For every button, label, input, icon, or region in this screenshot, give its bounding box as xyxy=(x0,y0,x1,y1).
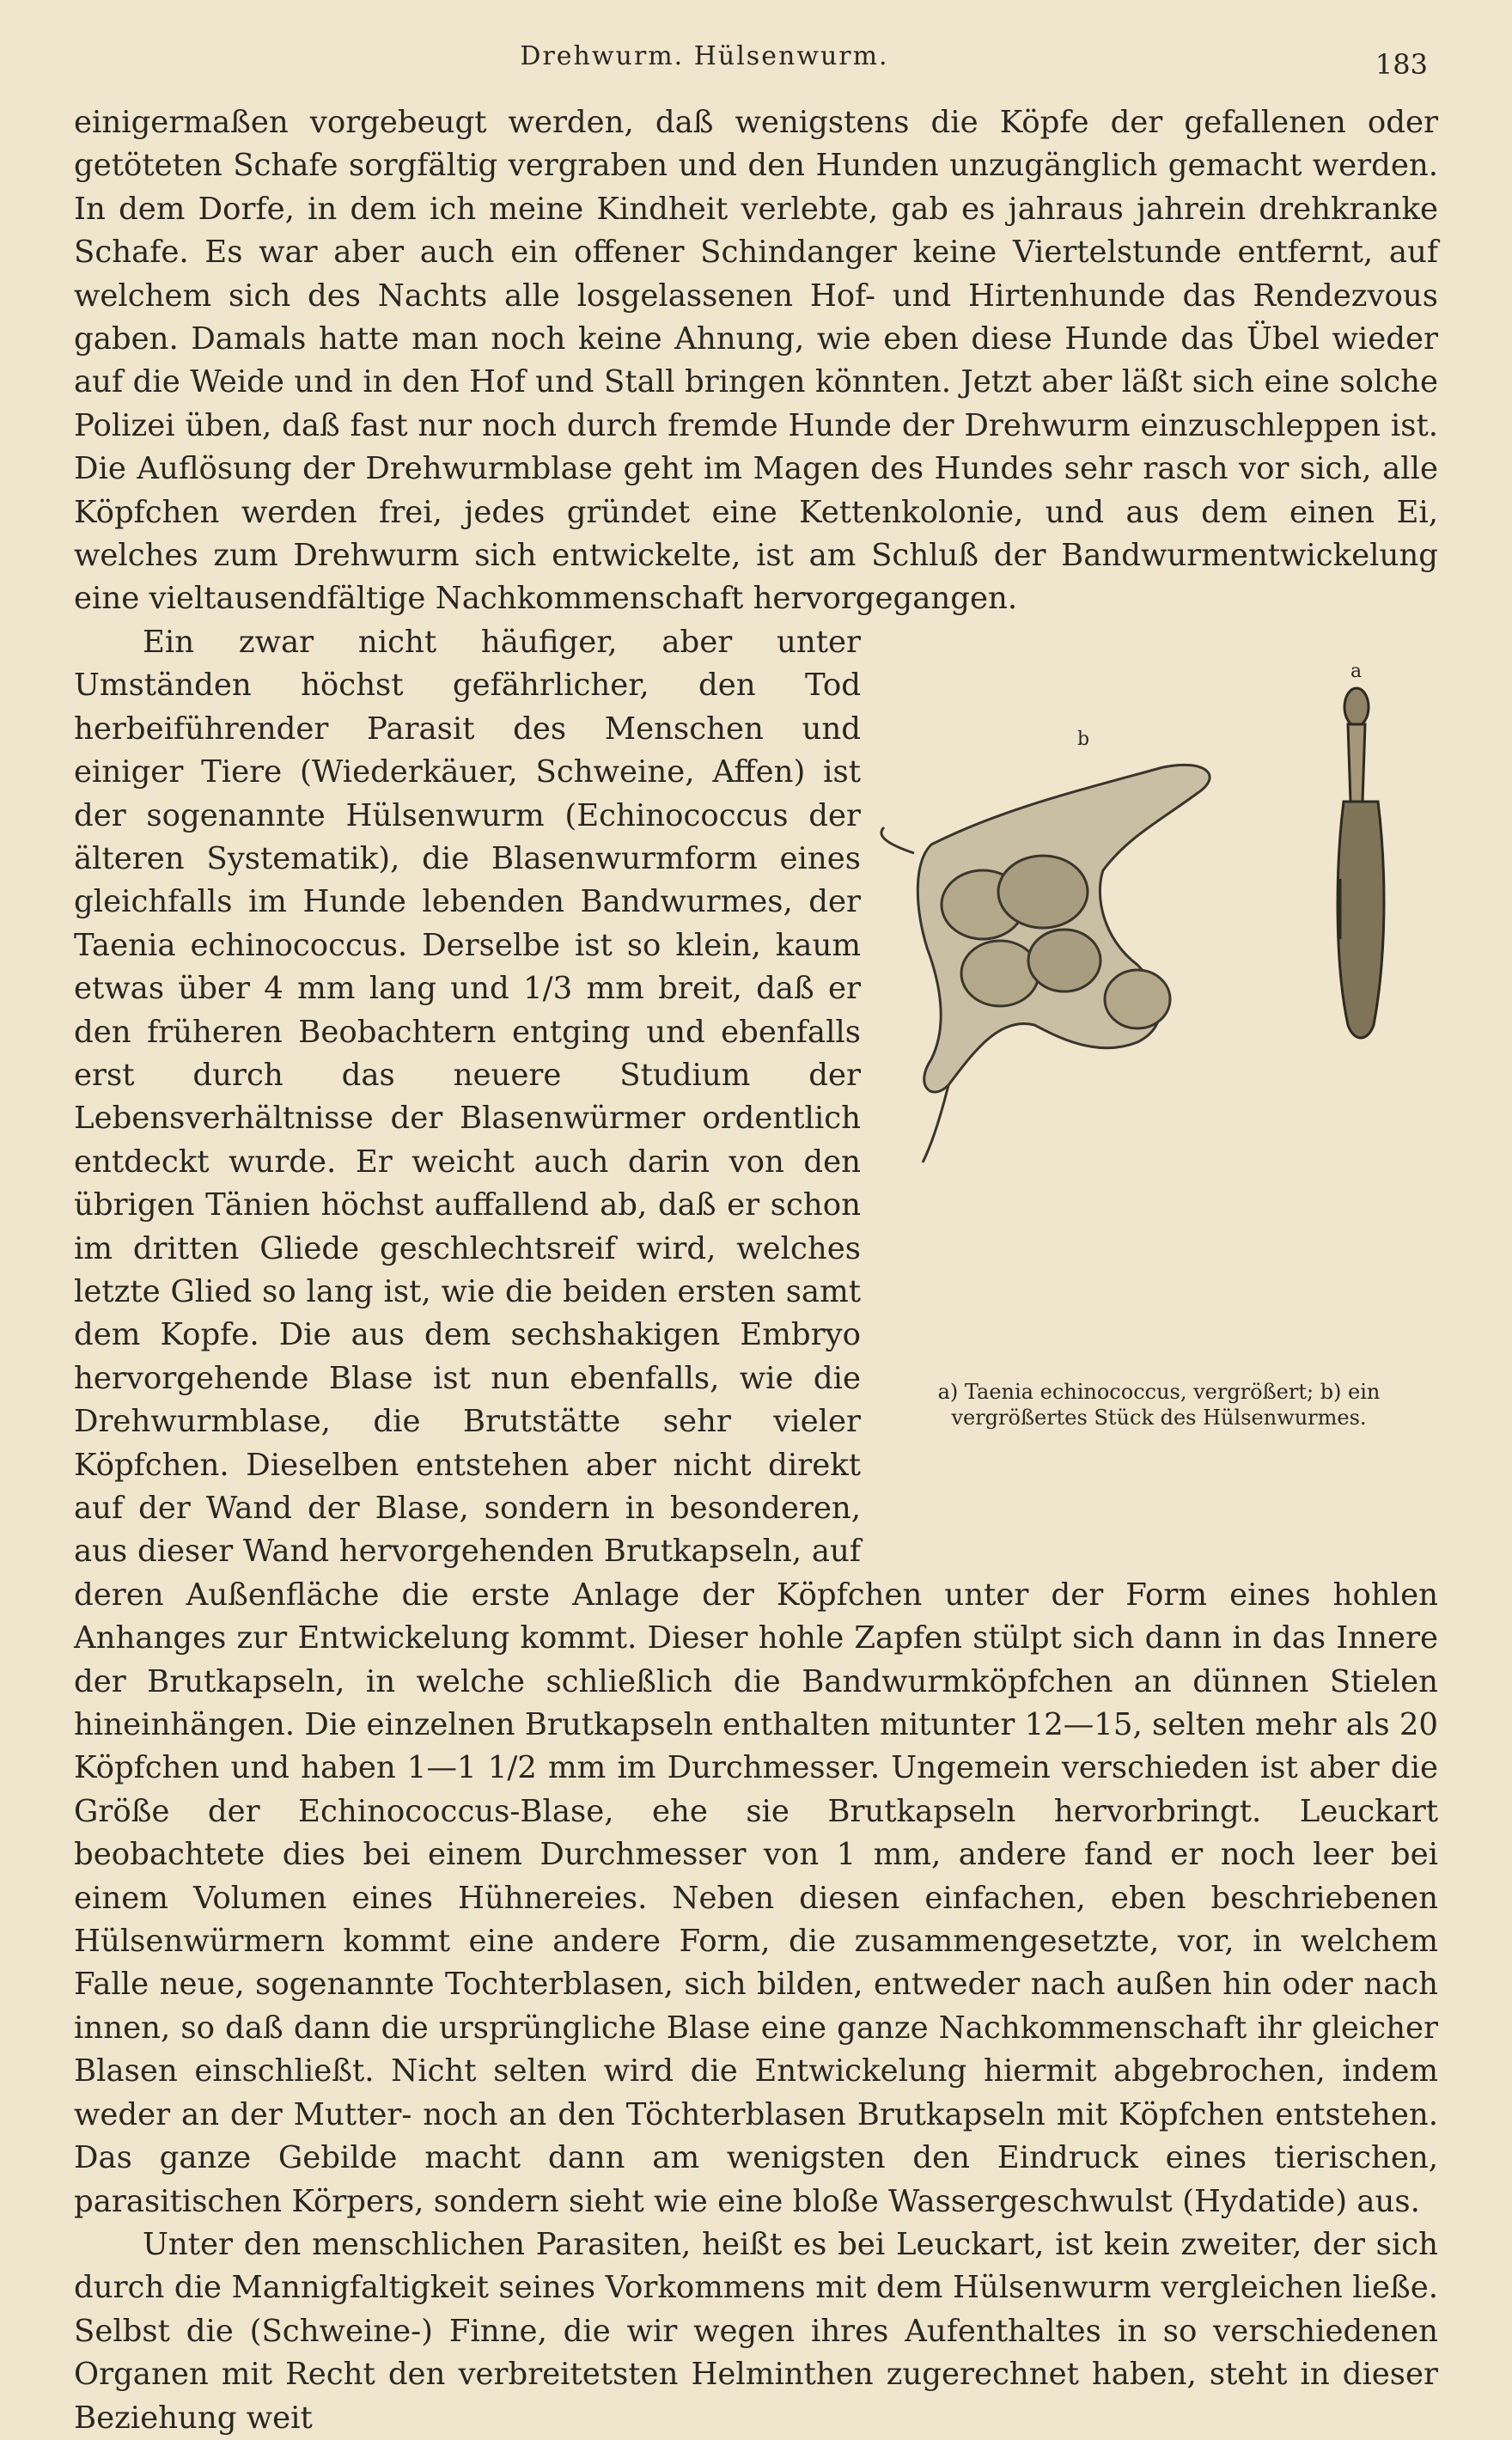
figure-illustration xyxy=(880,638,1438,1480)
paragraph-1: einigermaßen vorgebeugt werden, daß wenigstens die Köpfe der gefallenen oder getöteten Schafe sorgfältig vergraben und den Hunden unzugänglich gemacht werden. In dem Dorfe, in dem ich meine Kindheit verlebte, gab es jahraus jahrein drehkranke Schafe. Es war aber auch ein offener Schindanger keine Viertelstunde entfernt, auf welchem sich des Nachts alle losgelassenen Hof- und Hirtenhunde das Rendezvous gaben. Damals hatte man noch keine Ahnung, wie eben diese Hunde das Übel wieder auf die Weide und in den Hof und Stall bringen könnten. Jetzt aber läßt sich eine solche Polizei üben, daß fast nur noch durch fremde Hunde der Drehwurm einzuschleppen ist. Die Auflösung der Drehwurmblase geht im Magen des Hundes sehr rasch vor sich, alle Köpfchen werden frei, jedes gründet eine Kettenkolonie, und aus dem einen Ei, welches zum Drehwurm sich entwickelte, ist am Schluß der Bandwurmentwickelung eine vieltausendfältige Nachkommenschaft hervorgegangen. xyxy=(74,105,1438,617)
figure-caption: a) Taenia echinococcus, vergrößert; b) ein vergrößertes Stück des Hülsenwurmes. xyxy=(937,1379,1381,1430)
figure-b-cyst-drawing xyxy=(881,765,1210,1162)
paragraph-2: Ein zwar nicht häufiger, aber unter Umständen höchst gefährlicher, den Tod herbeiführender Parasit des Menschen und einiger Tiere (Wiederkäuer, Schweine, Affen) ist der sogenannte Hülsenwurm (Echinococcus der älteren Systematik), die Blasenwurmform eines gleichfalls im Hunde lebenden Bandwurmes, der Taenia echinococcus. Derselbe ist so klein, kaum etwas über 4 mm lang und 1/3 mm breit, daß er den früheren Beobachtern entging und ebenfalls erst durch das neuere Studium der Lebensverhältnisse der Blasenwürmer ordentlich entdeckt wurde. Er weicht auch darin von den übrigen Tänien höchst auffallend ab, daß er schon im dritten Gliede geschlechtsreif wird, welches letzte Glied so lang ist, wie die beiden ersten samt dem Kopfe. Die aus dem sechshakigen Embryo hervorgehende Blase ist nun ebenfalls, wie die Drehwurmblase, die Brutstätte sehr vieler Köpfchen. Dieselben entstehen aber nicht direkt auf der Wand der Blase, sondern in besonderen, aus dieser Wand hervorgehenden Brutkapseln, auf deren Außenfläche die erste Anlage der Köpfchen unter der Form eines hohlen Anhanges zur Entwickelung kommt. Dieser hohle Zapfen stülpt sich dann in das Innere der Brutkapseln, in welche schließlich die Bandwurmköpfchen an dünnen Stielen hineinhängen. Die einzelnen Brutkapseln enthalten mitunter 12—15, selten mehr als 20 Köpfchen und haben 1—1 1/2 mm im Durchmesser. Ungemein verschieden ist aber die Größe der Echinococcus-Blase, ehe sie Brutkapseln hervorbringt. Leuckart beobachtete dies bei einem Durchmesser von 1 mm, andere fand er noch leer bei einem Volumen eines Hühnereies. Neben diesen einfachen, eben beschriebenen Hülsenwürmern kommt eine andere Form, die zusammengesetzte, vor, in welchem Falle neue, sogenannte Tochterblasen, sich bilden, entweder nach außen hin oder nach innen, so daß dann die ursprüngliche Blase eine ganze Nachkommenschaft ihr gleicher Blasen einschließt. Nicht selten wird die Entwickelung hiermit abgebrochen, indem weder an der Mutter- noch an den Töchterblasen Brutkapseln mit Köpfchen entstehen. Das ganze Gebilde macht dann am wenigsten den Eindruck eines tierischen, parasitischen Körpers, sondern sieht wie eine bloße Wassergeschwulst (Hydatide) aus. xyxy=(74,624,1438,2219)
figure-a-tapeworm-drawing xyxy=(1338,688,1384,1038)
body-text xyxy=(74,101,1438,2440)
figure xyxy=(880,621,1438,1539)
paragraph-3: Unter den menschlichen Parasiten, heißt es bei Leuckart, ist kein zweiter, der sich durch die Mannigfaltigkeit seines Vorkommens mit dem Hülsenwurm vergleichen ließe. Selbst die (Schweine-) Finne, die wir wegen ihres Aufenthaltes in so verschiedenen Organen mit Recht den verbreitetsten Helminthen zugerechnet haben, steht in dieser Beziehung weit xyxy=(74,2226,1438,2436)
running-title: Drehwurm. Hülsenwurm. xyxy=(520,41,889,71)
figure-label-a: a xyxy=(1350,660,1363,682)
running-head xyxy=(0,41,1512,84)
figure-label-b: b xyxy=(1077,728,1090,750)
page-number: 183 xyxy=(1375,48,1428,81)
